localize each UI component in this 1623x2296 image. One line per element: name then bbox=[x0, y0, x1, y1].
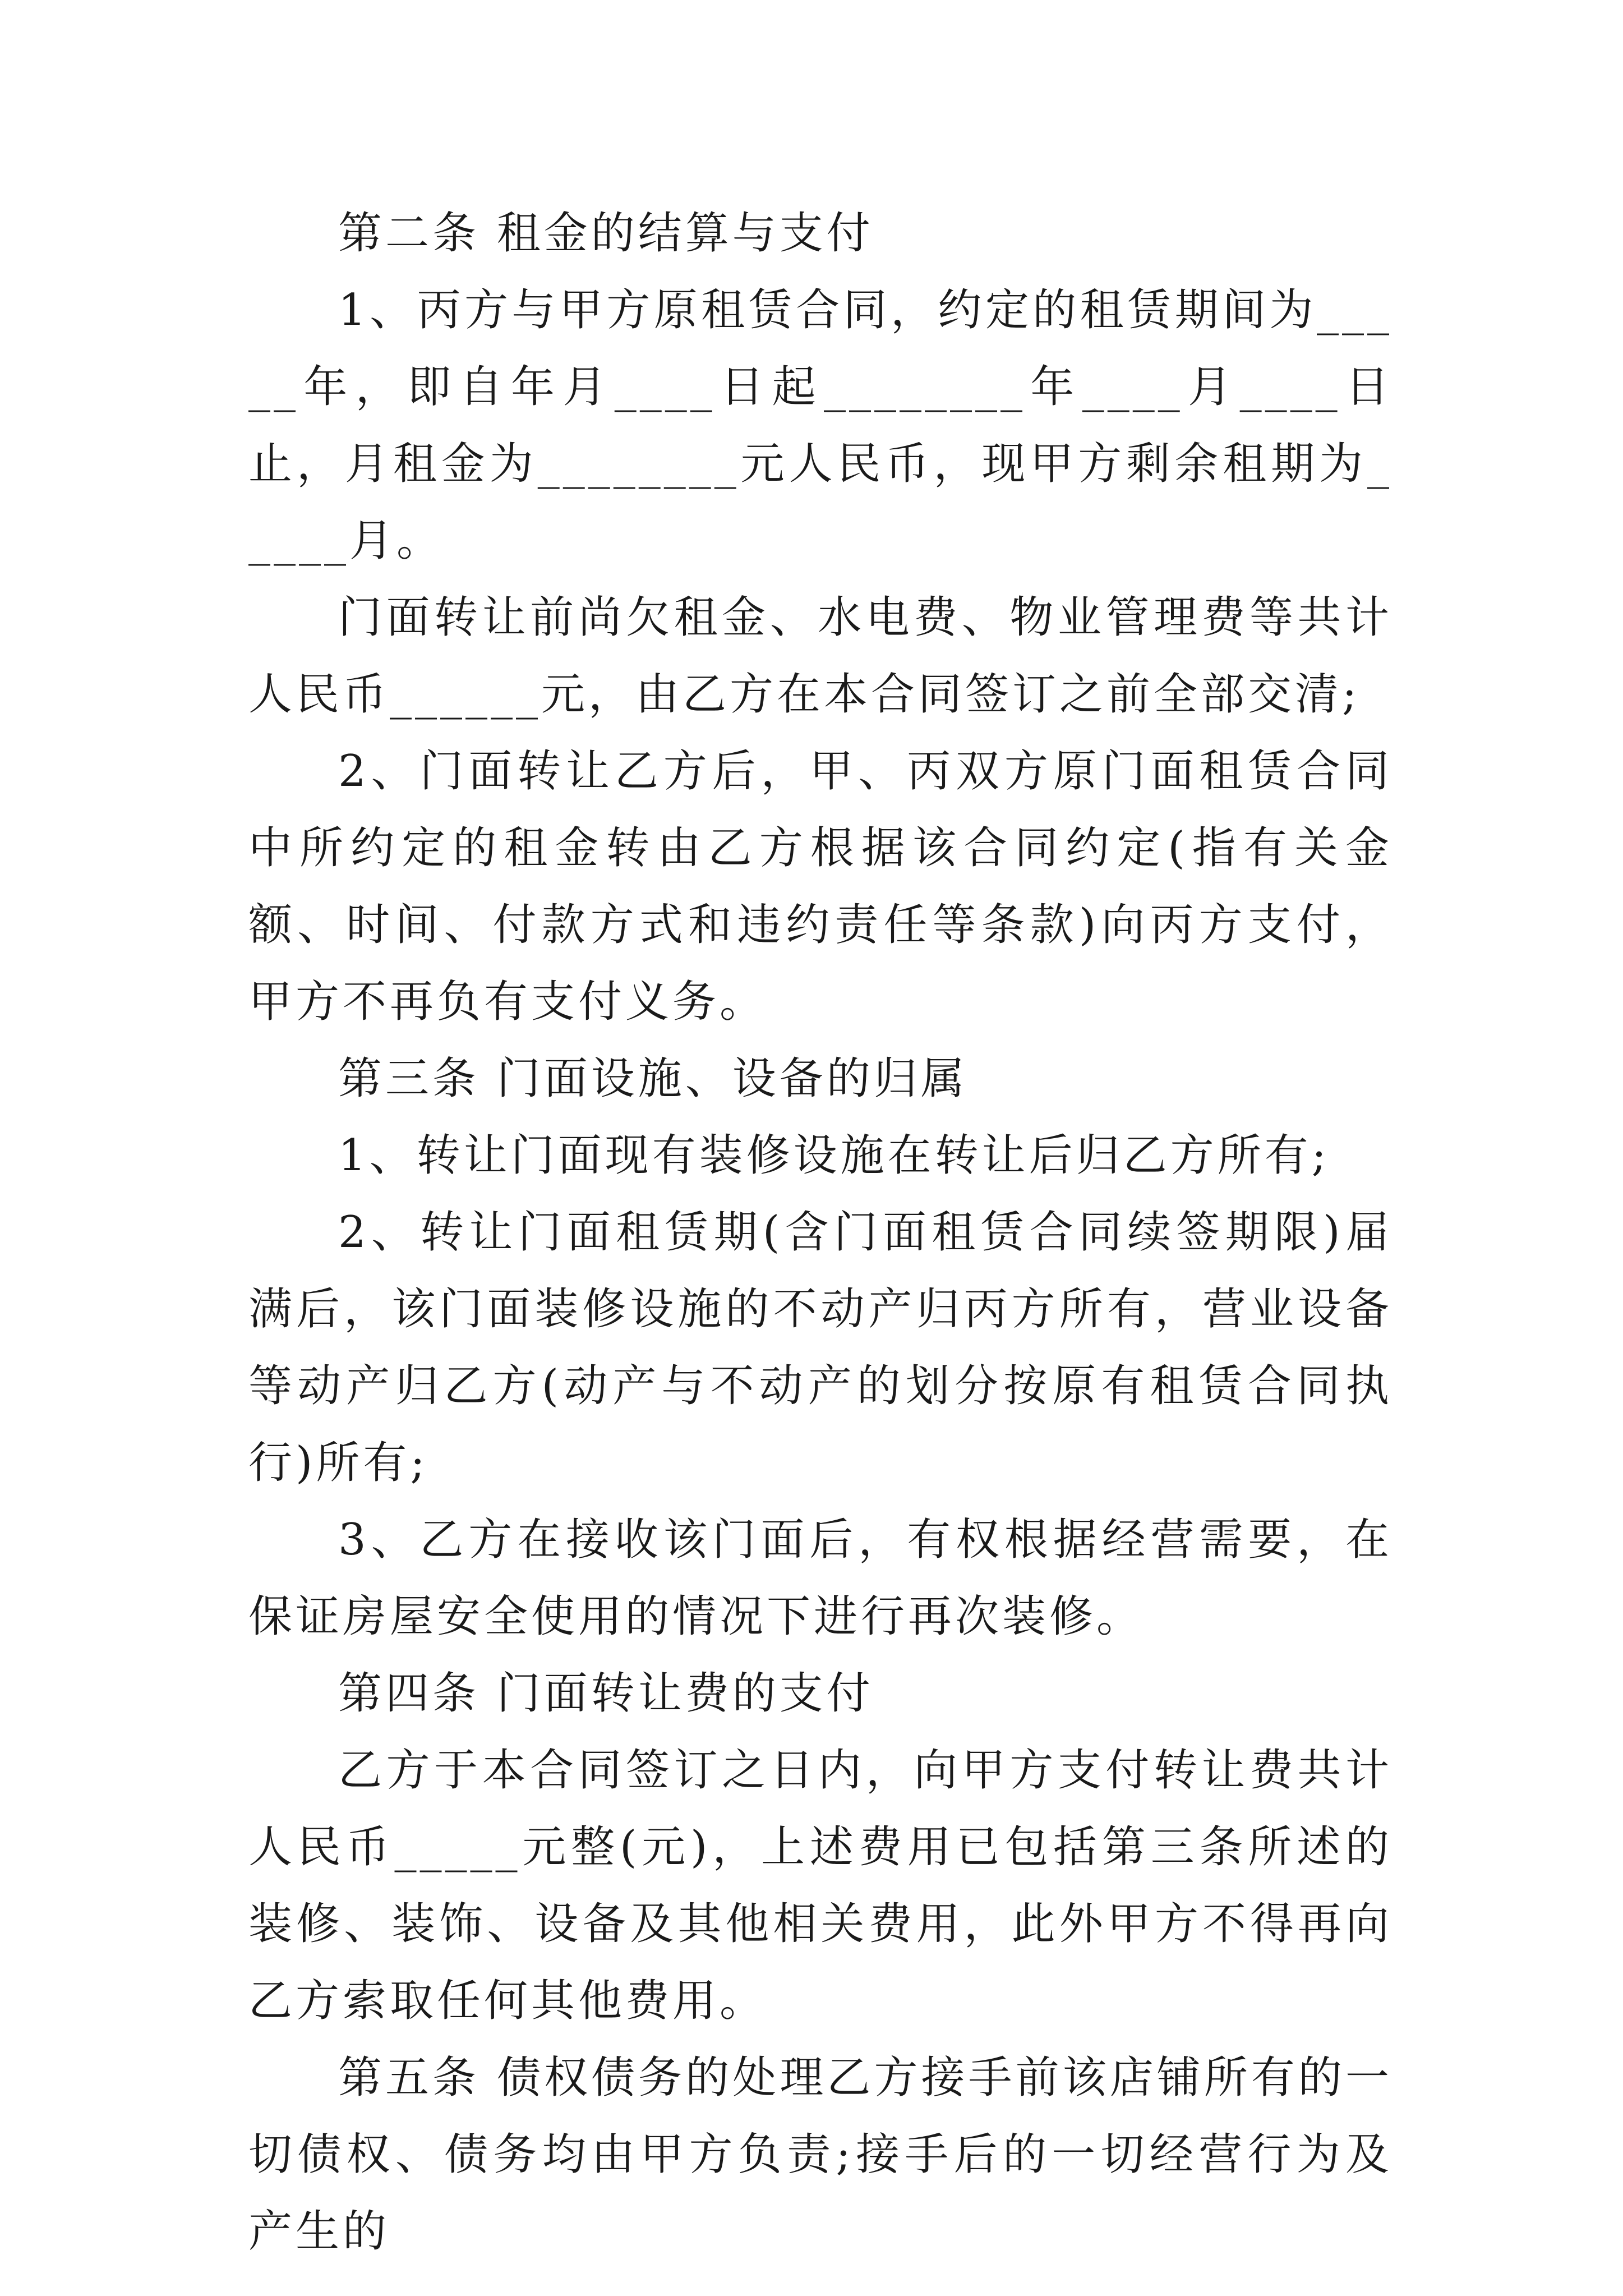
article-5-paragraph: 第五条 债权债务的处理乙方接手前该店铺所有的一切债权、债务均由甲方负责;接手后的一切经营行为及产生的 bbox=[248, 2053, 1393, 2257]
article-3-heading: 第三条 门面设施、设备的归属 bbox=[338, 1053, 968, 1104]
article-2-heading: 第二条 租金的结算与支付 bbox=[338, 208, 874, 259]
article-3-clause-2: 2、转让门面租赁期(含门面租赁合同续签期限)届满后，该门面装修设施的不动产归丙方所有，营业设备等动产归乙方(动产与不动产的划分按原有租赁合同执行)所有; bbox=[248, 1207, 1393, 1488]
article-3-clause-3: 3、乙方在接收该门面后，有权根据经营需要，在保证房屋安全使用的情况下进行再次装修。 bbox=[248, 1515, 1393, 1642]
article-3-clause-1: 1、转让门面现有装修设施在转让后归乙方所有; bbox=[338, 1130, 1330, 1181]
article-2-clause-2: 2、门面转让乙方后，甲、丙双方原门面租赁合同中所约定的租金转由乙方根据该合同约定(指有关金额、时间、付款方式和违约责任等条款)向丙方支付，甲方不再负有支付义务。 bbox=[248, 746, 1393, 1027]
document-body bbox=[248, 195, 1393, 2270]
article-4-heading: 第四条 门面转让费的支付 bbox=[338, 1668, 874, 1719]
article-4-paragraph: 乙方于本合同签订之日内，向甲方支付转让费共计人民币_____元整(元)，上述费用已包括第三条所述的装修、装饰、设备及其他相关费用，此外甲方不得再向乙方索取任何其他费用。 bbox=[248, 1745, 1393, 2026]
article-2-arrears-paragraph: 门面转让前尚欠租金、水电费、物业管理费等共计人民币______元，由乙方在本合同签订之前全部交清; bbox=[248, 592, 1393, 720]
article-2-clause-1: 1、丙方与甲方原租赁合同，约定的租赁期间为_____年，即自年月____日起________年____月____日止，月租金为________元人民币，现甲方剩余租期为_____月。 bbox=[248, 285, 1393, 566]
